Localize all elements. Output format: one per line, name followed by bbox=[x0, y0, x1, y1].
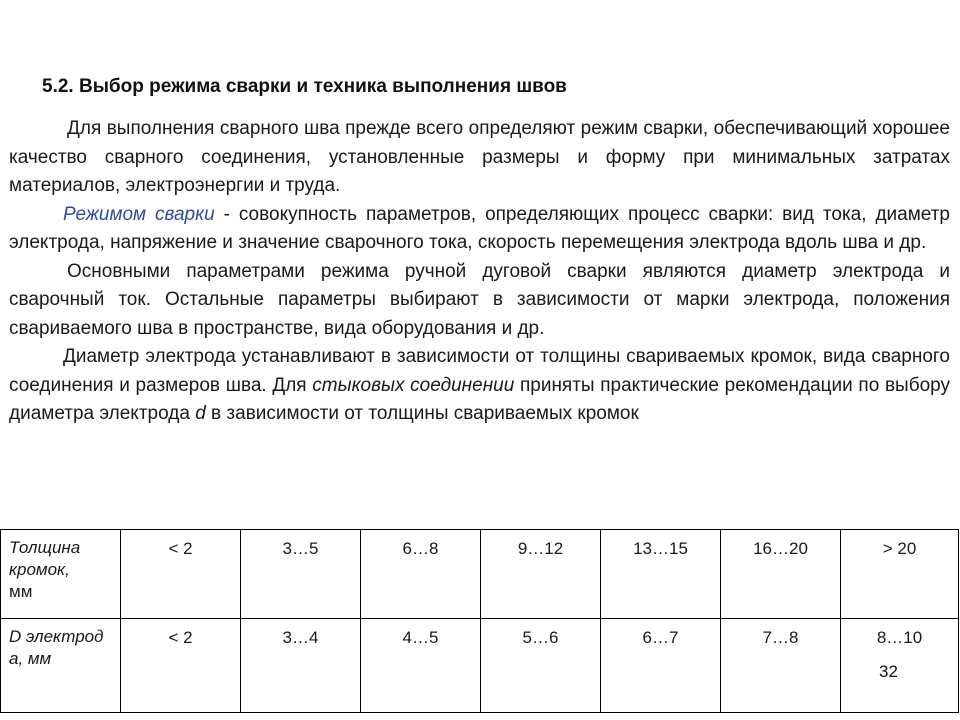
table-cell: 6…8 bbox=[361, 530, 481, 619]
row-header-diameter: D электрод а, мм bbox=[1, 619, 121, 713]
table-row-diameter bbox=[1, 619, 959, 713]
table-cell: 8…10 bbox=[841, 619, 959, 713]
paragraph-1: Для выполнения сварного шва прежде всего определяют режим сварки, обеспечивающий хорошее качество сварного соединения, установленные размеры и форму при минимальных затратах материалов, электроэнергии и труда. bbox=[9, 118, 950, 196]
table-cell: 6…7 bbox=[601, 619, 721, 713]
body-text bbox=[9, 115, 950, 429]
paragraph-4 bbox=[9, 343, 950, 429]
term-welding-mode: Режимом сварки bbox=[63, 203, 215, 225]
table-cell: 7…8 bbox=[721, 619, 841, 713]
section-title: 5.2. Выбор режима сварки и техника выполнения швов bbox=[42, 76, 567, 97]
table-cell: 13…15 bbox=[601, 530, 721, 619]
paragraph-4-text-b: приняты практические рекомендации по выбору диаметра электрода bbox=[9, 374, 951, 424]
table-cell: 4…5 bbox=[361, 619, 481, 713]
table-cell: 3…5 bbox=[241, 530, 361, 619]
table-cell: 9…12 bbox=[481, 530, 601, 619]
table-row-thickness bbox=[1, 530, 959, 619]
table-cell: < 2 bbox=[121, 619, 241, 713]
table-cell: 3…4 bbox=[241, 619, 361, 713]
row-header-thickness: Толщина кромок, мм bbox=[1, 530, 121, 619]
symbol-d: d bbox=[195, 403, 206, 424]
paragraph-3: Основными параметрами режима ручной дуговой сварки являются диаметр электрода и сварочный ток. Остальные параметры выбирают в зависимости от марки электрода, положения свариваемого шва в пространстве, вида оборудования и др. bbox=[9, 260, 950, 339]
paragraph-4-text-c: в зависимости от толщины свариваемых кромок bbox=[205, 403, 639, 424]
table-cell: < 2 bbox=[121, 530, 241, 619]
electrode-diameter-table bbox=[0, 529, 959, 713]
page-number: 32 bbox=[879, 662, 898, 681]
paragraph-2 bbox=[9, 201, 950, 258]
table-cell: 16…20 bbox=[721, 530, 841, 619]
paragraph-2-text: - совокупность параметров, определяющих процесс сварки: вид тока, диаметр электрода, напряжение и значение сварочного тока, скорость перемещения электрода вдоль шва и др. bbox=[9, 203, 950, 253]
term-butt-joints: стыковых соединении bbox=[312, 374, 515, 396]
paragraph-4-text-a: Диаметр электрода устанавливают в зависимости от толщины свариваемых кромок, вида сварного соединения и размеров шва. Для bbox=[9, 346, 950, 396]
table-cell: > 20 bbox=[841, 530, 959, 619]
table-cell: 5…6 bbox=[481, 619, 601, 713]
